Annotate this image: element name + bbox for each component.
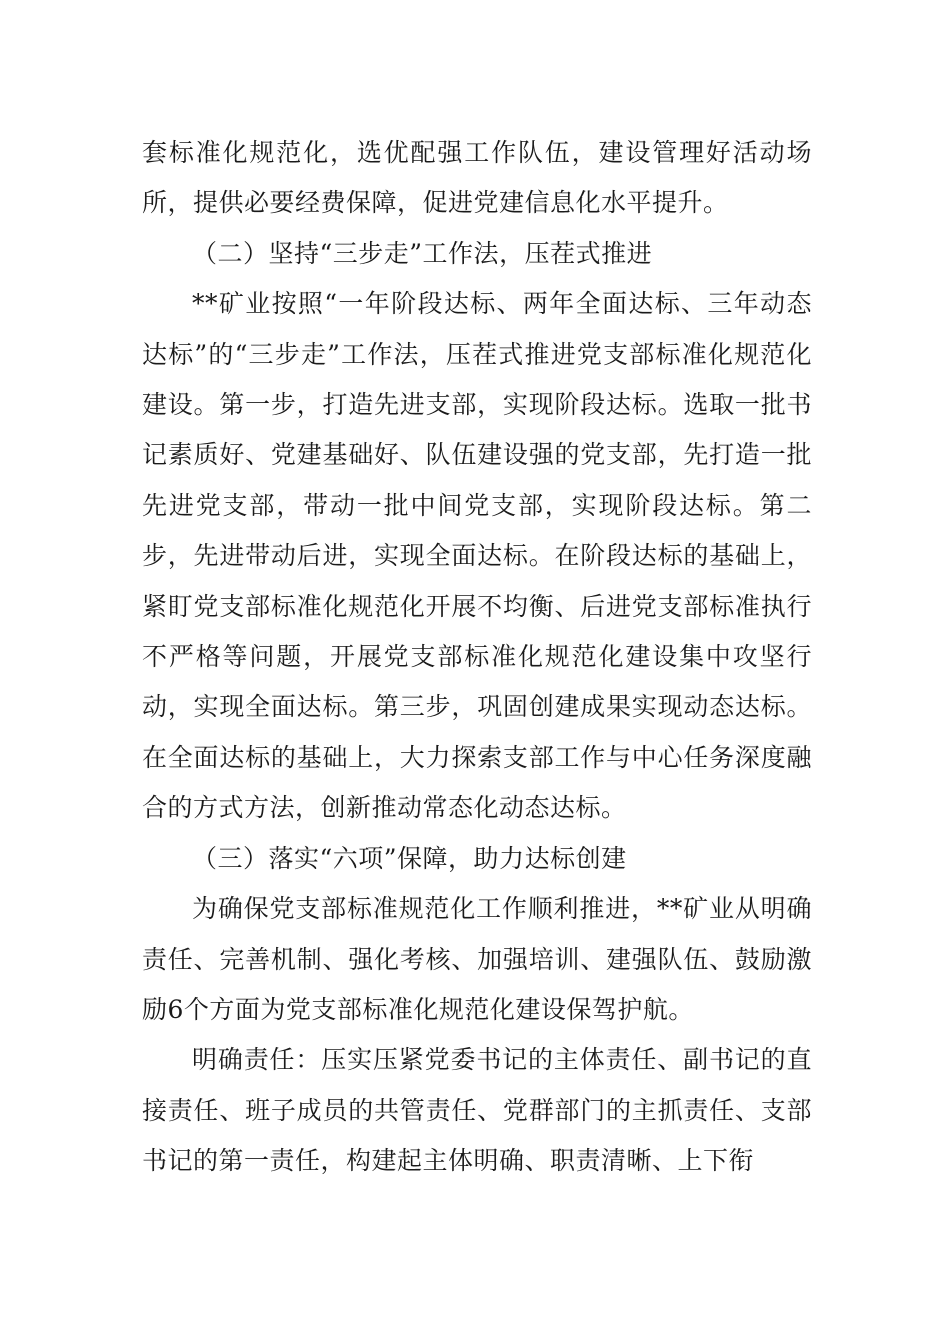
paragraph-clear-responsibility: 明确责任：压实压紧党委书记的主体责任、副书记的直接责任、班子成员的共管责任、党群部门的主抓责任、支部书记的第一责任，构建起主体明确、职责清晰、上下衔 bbox=[142, 1045, 812, 1176]
document-body bbox=[142, 128, 812, 1187]
paragraph-six-guarantees: 为确保党支部标准规范化工作顺利推进，**矿业从明确责任、完善机制、强化考核、加强培训、建强队伍、鼓励激励6个方面为党支部标准化规范化建设保驾护航。 bbox=[142, 894, 812, 1024]
section-heading-three: （三）落实“六项”保障，助力达标创建 bbox=[192, 843, 627, 873]
paragraph-continued: 套标准化规范化，选优配强工作队伍，建设管理好活动场所，提供必要经费保障，促进党建信息化水平提升。 bbox=[142, 138, 812, 218]
paragraph-three-step: **矿业按照“一年阶段达标、两年全面达标、三年动态达标”的“三步走”工作法，压茬式推进党支部标准化规范化建设。第一步，打造先进支部，实现阶段达标。选取一批书记素质好、党建基础好、队伍建设强的党支部，先打造一批先进党支部，带动一批中间党支部，实现阶段达标。第二步，先进带动后进，实现全面达标。在阶段达标的基础上，紧盯党支部标准化规范化开展不均衡、后进党支部标准执行不严格等问题，开展党支部标准化规范化建设集中攻坚行动，实现全面达标。第三步，巩固创建成果实现动态达标。在全面达标的基础上，大力探索支部工作与中心任务深度融合的方式方法，创新推动常态化动态达标。 bbox=[142, 289, 812, 823]
section-heading-two: （二）坚持“三步走”工作法，压茬式推进 bbox=[192, 238, 653, 268]
